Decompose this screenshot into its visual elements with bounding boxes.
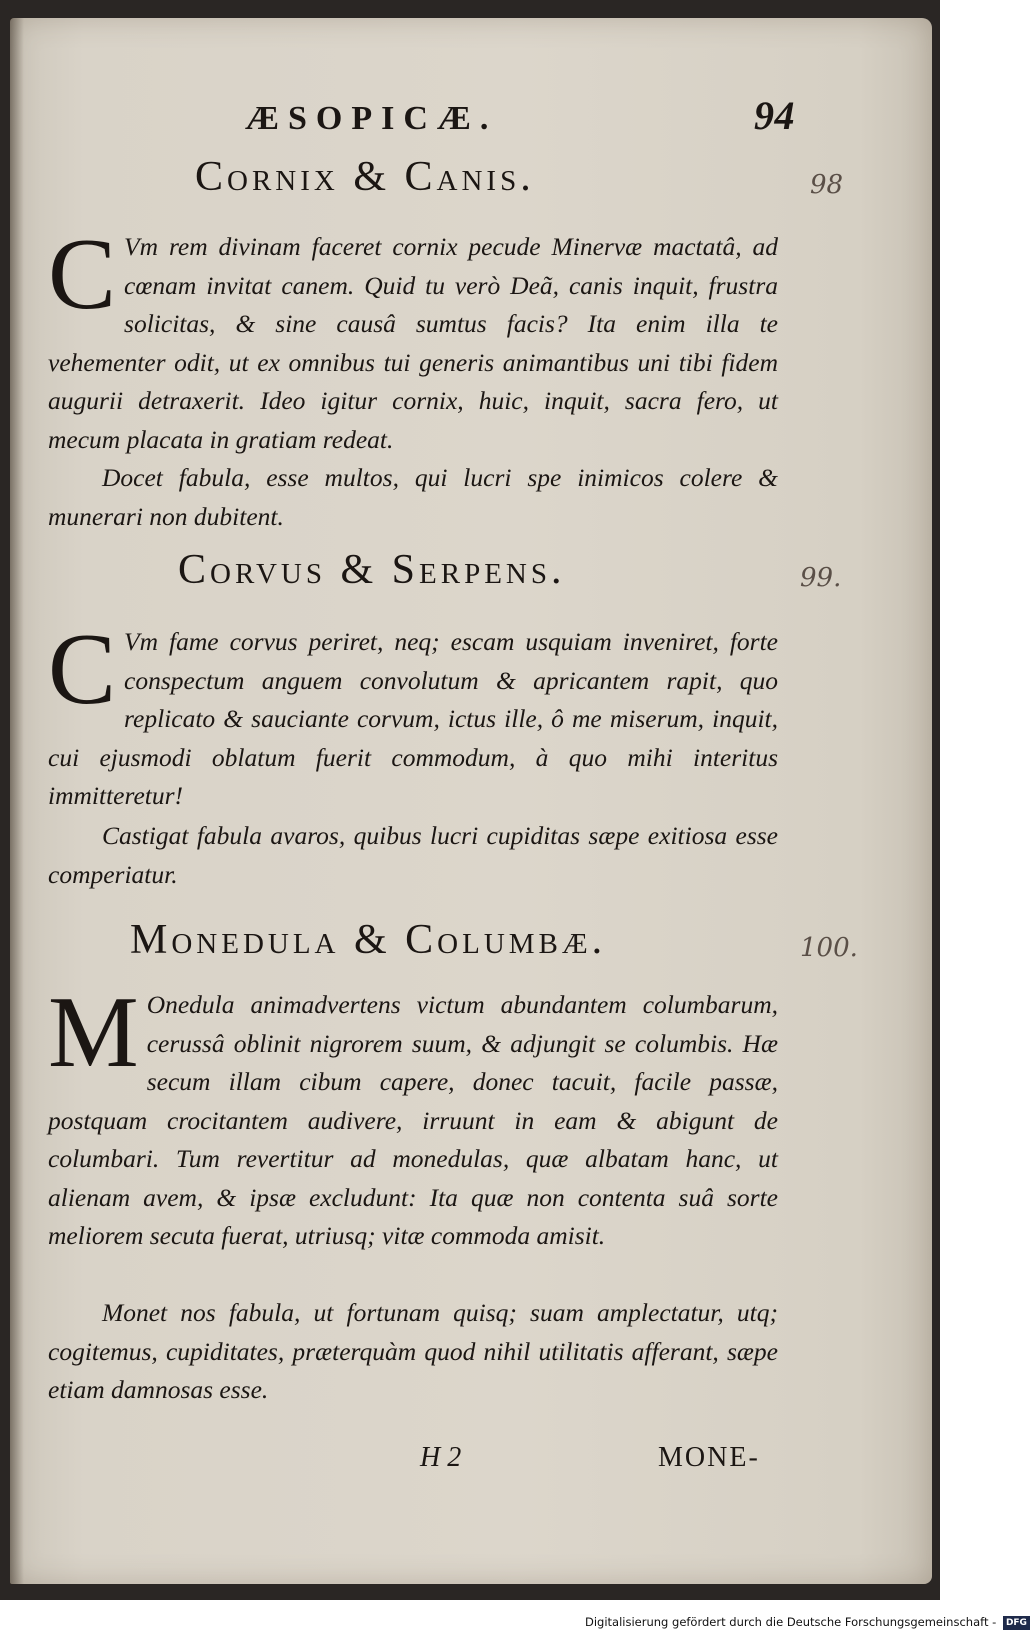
dropcap-3: M bbox=[48, 976, 139, 1089]
footer-text: Digitalisierung gefördert durch die Deutsche Forschungsgemeinschaft - bbox=[585, 1615, 997, 1629]
binding-shadow bbox=[10, 18, 24, 1584]
fable-moral-cornix: Docet fabula, esse multos, qui lucri spe inimicos colere & munerari non dubitent. bbox=[48, 463, 778, 531]
book-page bbox=[10, 18, 932, 1584]
page-number: 94 bbox=[754, 93, 795, 138]
fable-body-monedula bbox=[48, 976, 778, 1256]
digitization-footer bbox=[585, 1615, 1027, 1637]
fable-moral-corvus: Castigat fabula avaros, quibus lucri cupiditas sæpe exitiosa esse comperiatur. bbox=[48, 821, 778, 889]
margin-note-3: 100. bbox=[800, 933, 858, 963]
dfg-logo: DFG bbox=[1003, 1616, 1030, 1630]
fable-title-monedula: Monedula & Columbæ. bbox=[130, 917, 607, 963]
margin-note-1: 98 bbox=[810, 170, 844, 200]
fable-text-corvus: Vm fame corvus periret, neq; escam usquiam inveniret, forte conspectum anguem convolutum & apricantem rapit, quo replicato & sauciante corvum, ictus ille, ô me miserum, inquit, cui ejusmodi oblatum fuerit commodum, à quo mihi interitus immitteretur! bbox=[48, 627, 778, 810]
fable-text-cornix: Vm rem divinam faceret cornix pecude Minervæ mactatâ, ad cœnam invitat canem. Quid tu verò Deã, canis inquit, frustra solicitas, & sine causâ sumtus facis? Ita enim illa te vehementer odit, ut ex omnibus tui generis animantibus uni tibi fidem augurii detraxerit. Ideo igitur cornix, huic, inquit, sacra fero, ut mecum placata in gratiam redeat. bbox=[48, 232, 778, 454]
fable-moral-monedula: Monet nos fabula, ut fortunam quisq; suam amplectatur, utq; cogitemus, cupiditates, præterquàm quod nihil utilitatis afferant, sæpe etiam damnosas esse. bbox=[48, 1298, 778, 1404]
fable-text-monedula: Onedula animadvertens victum abundantem columbarum, cerussâ oblinit nigrorem suum, & adjungit se columbis. Hæ secum illam cibum capere, donec tacuit, facile passæ, postquam crocitantem audivere, irruunt in eam & abigunt de columbari. Tum revertitur ad monedulas, quæ albatam hanc, ut alienam avem, & ipsæ excludunt: Ita quæ non contenta suâ sorte meliorem secuta fuerat, utriusq; vitæ commoda amisit. bbox=[48, 990, 778, 1250]
running-head bbox=[245, 92, 795, 142]
dropcap-2: C bbox=[48, 613, 117, 726]
dropcap-1: C bbox=[48, 218, 117, 331]
running-title: ÆSOPICÆ. bbox=[245, 100, 498, 137]
margin-note-2: 99. bbox=[800, 563, 842, 593]
fable-body-cornix bbox=[48, 218, 778, 459]
fable-title-corvus: Corvus & Serpens. bbox=[178, 547, 566, 593]
signature-mark: H 2 bbox=[420, 1442, 462, 1473]
catchword: MONE- bbox=[658, 1442, 760, 1473]
fable-title-cornix: Cornix & Canis. bbox=[195, 154, 535, 200]
fable-body-corvus bbox=[48, 613, 778, 816]
